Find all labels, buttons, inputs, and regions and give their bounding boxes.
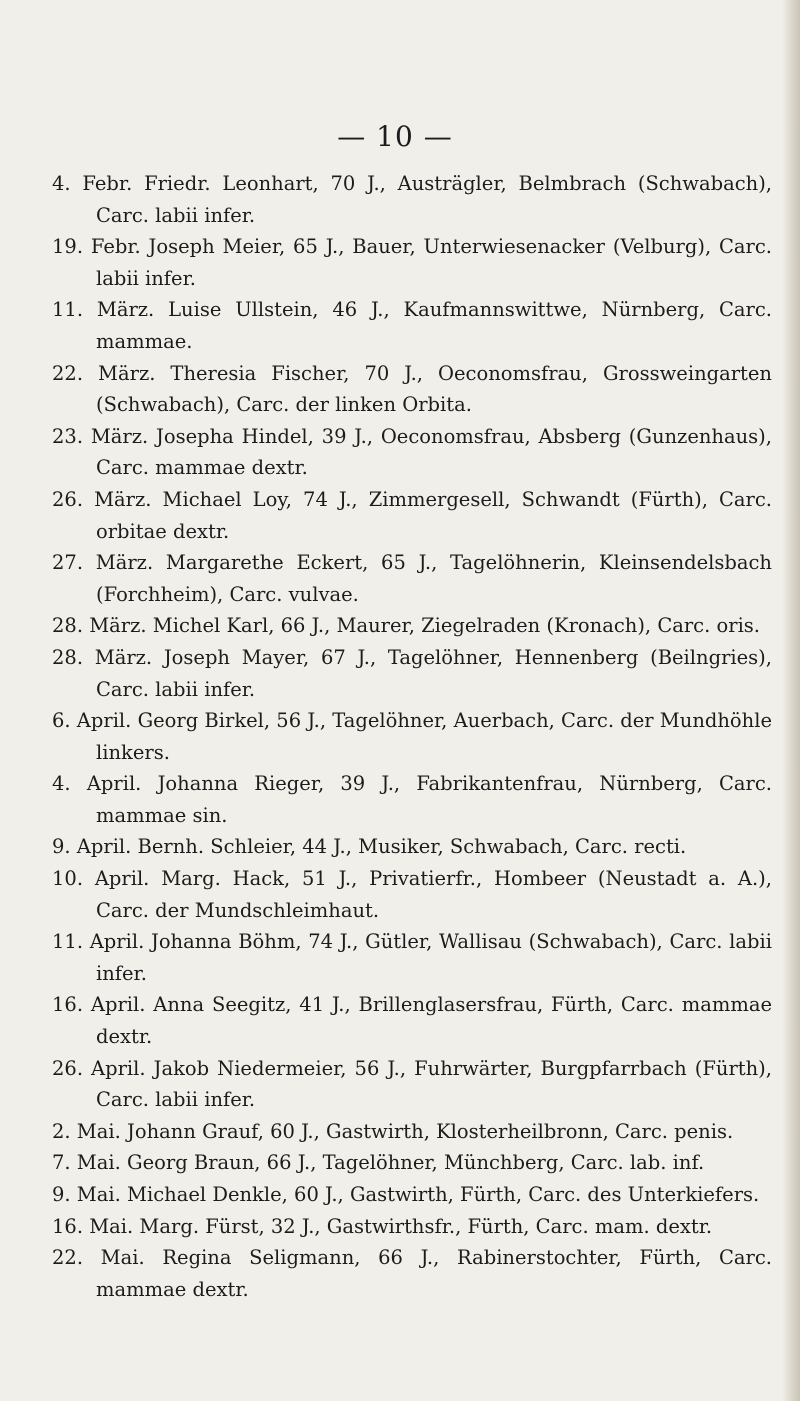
case-entry: 4. April. Johanna Rieger, 39 J., Fabrikantenfrau, Nürnberg, Carc. mammae sin. [52, 772, 772, 827]
case-entry: 9. Mai. Michael Denkle, 60 J., Gastwirth, Fürth, Carc. des Unterkiefers. [52, 1183, 760, 1206]
page-edge-shadow [782, 0, 800, 1401]
case-entry: 7. Mai. Georg Braun, 66 J., Tagelöhner, Münchberg, Carc. lab. inf. [52, 1151, 705, 1175]
case-entry: 19. Febr. Joseph Meier, 65 J., Bauer, Unterwiesenacker (Velburg), Carc. labii infer. [52, 235, 772, 290]
page-number: — 10 — [337, 120, 453, 153]
case-entry: 22. Mai. Regina Seligmann, 66 J., Rabinerstochter, Fürth, Carc. mammae dextr. [52, 1246, 772, 1301]
case-entry: 6. April. Georg Birkel, 56 J., Tagelöhner, Auerbach, Carc. der Mundhöhle linkers. [52, 709, 772, 764]
case-list [52, 168, 772, 1305]
case-entry: 11. April. Johanna Böhm, 74 J., Gütler, Wallisau (Schwabach), Carc. labii infer. [52, 930, 772, 985]
case-entry: 9. April. Bernh. Schleier, 44 J., Musiker, Schwabach, Carc. recti. [52, 835, 687, 859]
case-entry: 26. April. Jakob Niedermeier, 56 J., Fuhrwärter, Burgpfarrbach (Fürth), Carc. labii infer. [52, 1056, 772, 1112]
case-entry: 11. März. Luise Ullstein, 46 J., Kaufmannswittwe, Nürnberg, Carc. mammae. [52, 298, 772, 353]
case-entry: 26. März. Michael Loy, 74 J., Zimmergesell, Schwandt (Fürth), Carc. orbitae dextr. [52, 487, 772, 543]
case-entry: 16. April. Anna Seegitz, 41 J., Brillenglasersfrau, Fürth, Carc. mammae dextr. [52, 993, 772, 1049]
case-entry: 10. April. Marg. Hack, 51 J., Privatierfr., Hombeer (Neustadt a. A.), Carc. der Mundschleimhaut. [52, 867, 772, 922]
case-entry: 28. März. Joseph Mayer, 67 J., Tagelöhner, Hennenberg (Beilngries), Carc. labii infer. [52, 645, 772, 701]
case-entry: 16. Mai. Marg. Fürst, 32 J., Gastwirthsfr., Fürth, Carc. mam. dextr. [52, 1214, 713, 1238]
case-entry: 27. März. Margarethe Eckert, 65 J., Tagelöhnerin, Kleinsendelsbach (Forchheim), Carc. vulvae. [52, 551, 772, 606]
case-entry: 4. Febr. Friedr. Leonhart, 70 J., Austrägler, Belmbrach (Schwabach), Carc. labii infer. [52, 172, 772, 227]
case-entry: 2. Mai. Johann Grauf, 60 J., Gastwirth, Klosterheilbronn, Carc. penis. [52, 1119, 734, 1143]
case-entry: 23. März. Josepha Hindel, 39 J., Oeconomsfrau, Absberg (Gunzenhaus), Carc. mammae dextr. [52, 424, 772, 480]
case-entry: 28. März. Michel Karl, 66 J., Maurer, Ziegelraden (Kronach), Carc. oris. [52, 614, 761, 638]
case-entry: 22. März. Theresia Fischer, 70 J., Oeconomsfrau, Grossweingarten (Schwabach), Carc. der linken Orbita. [52, 361, 772, 417]
